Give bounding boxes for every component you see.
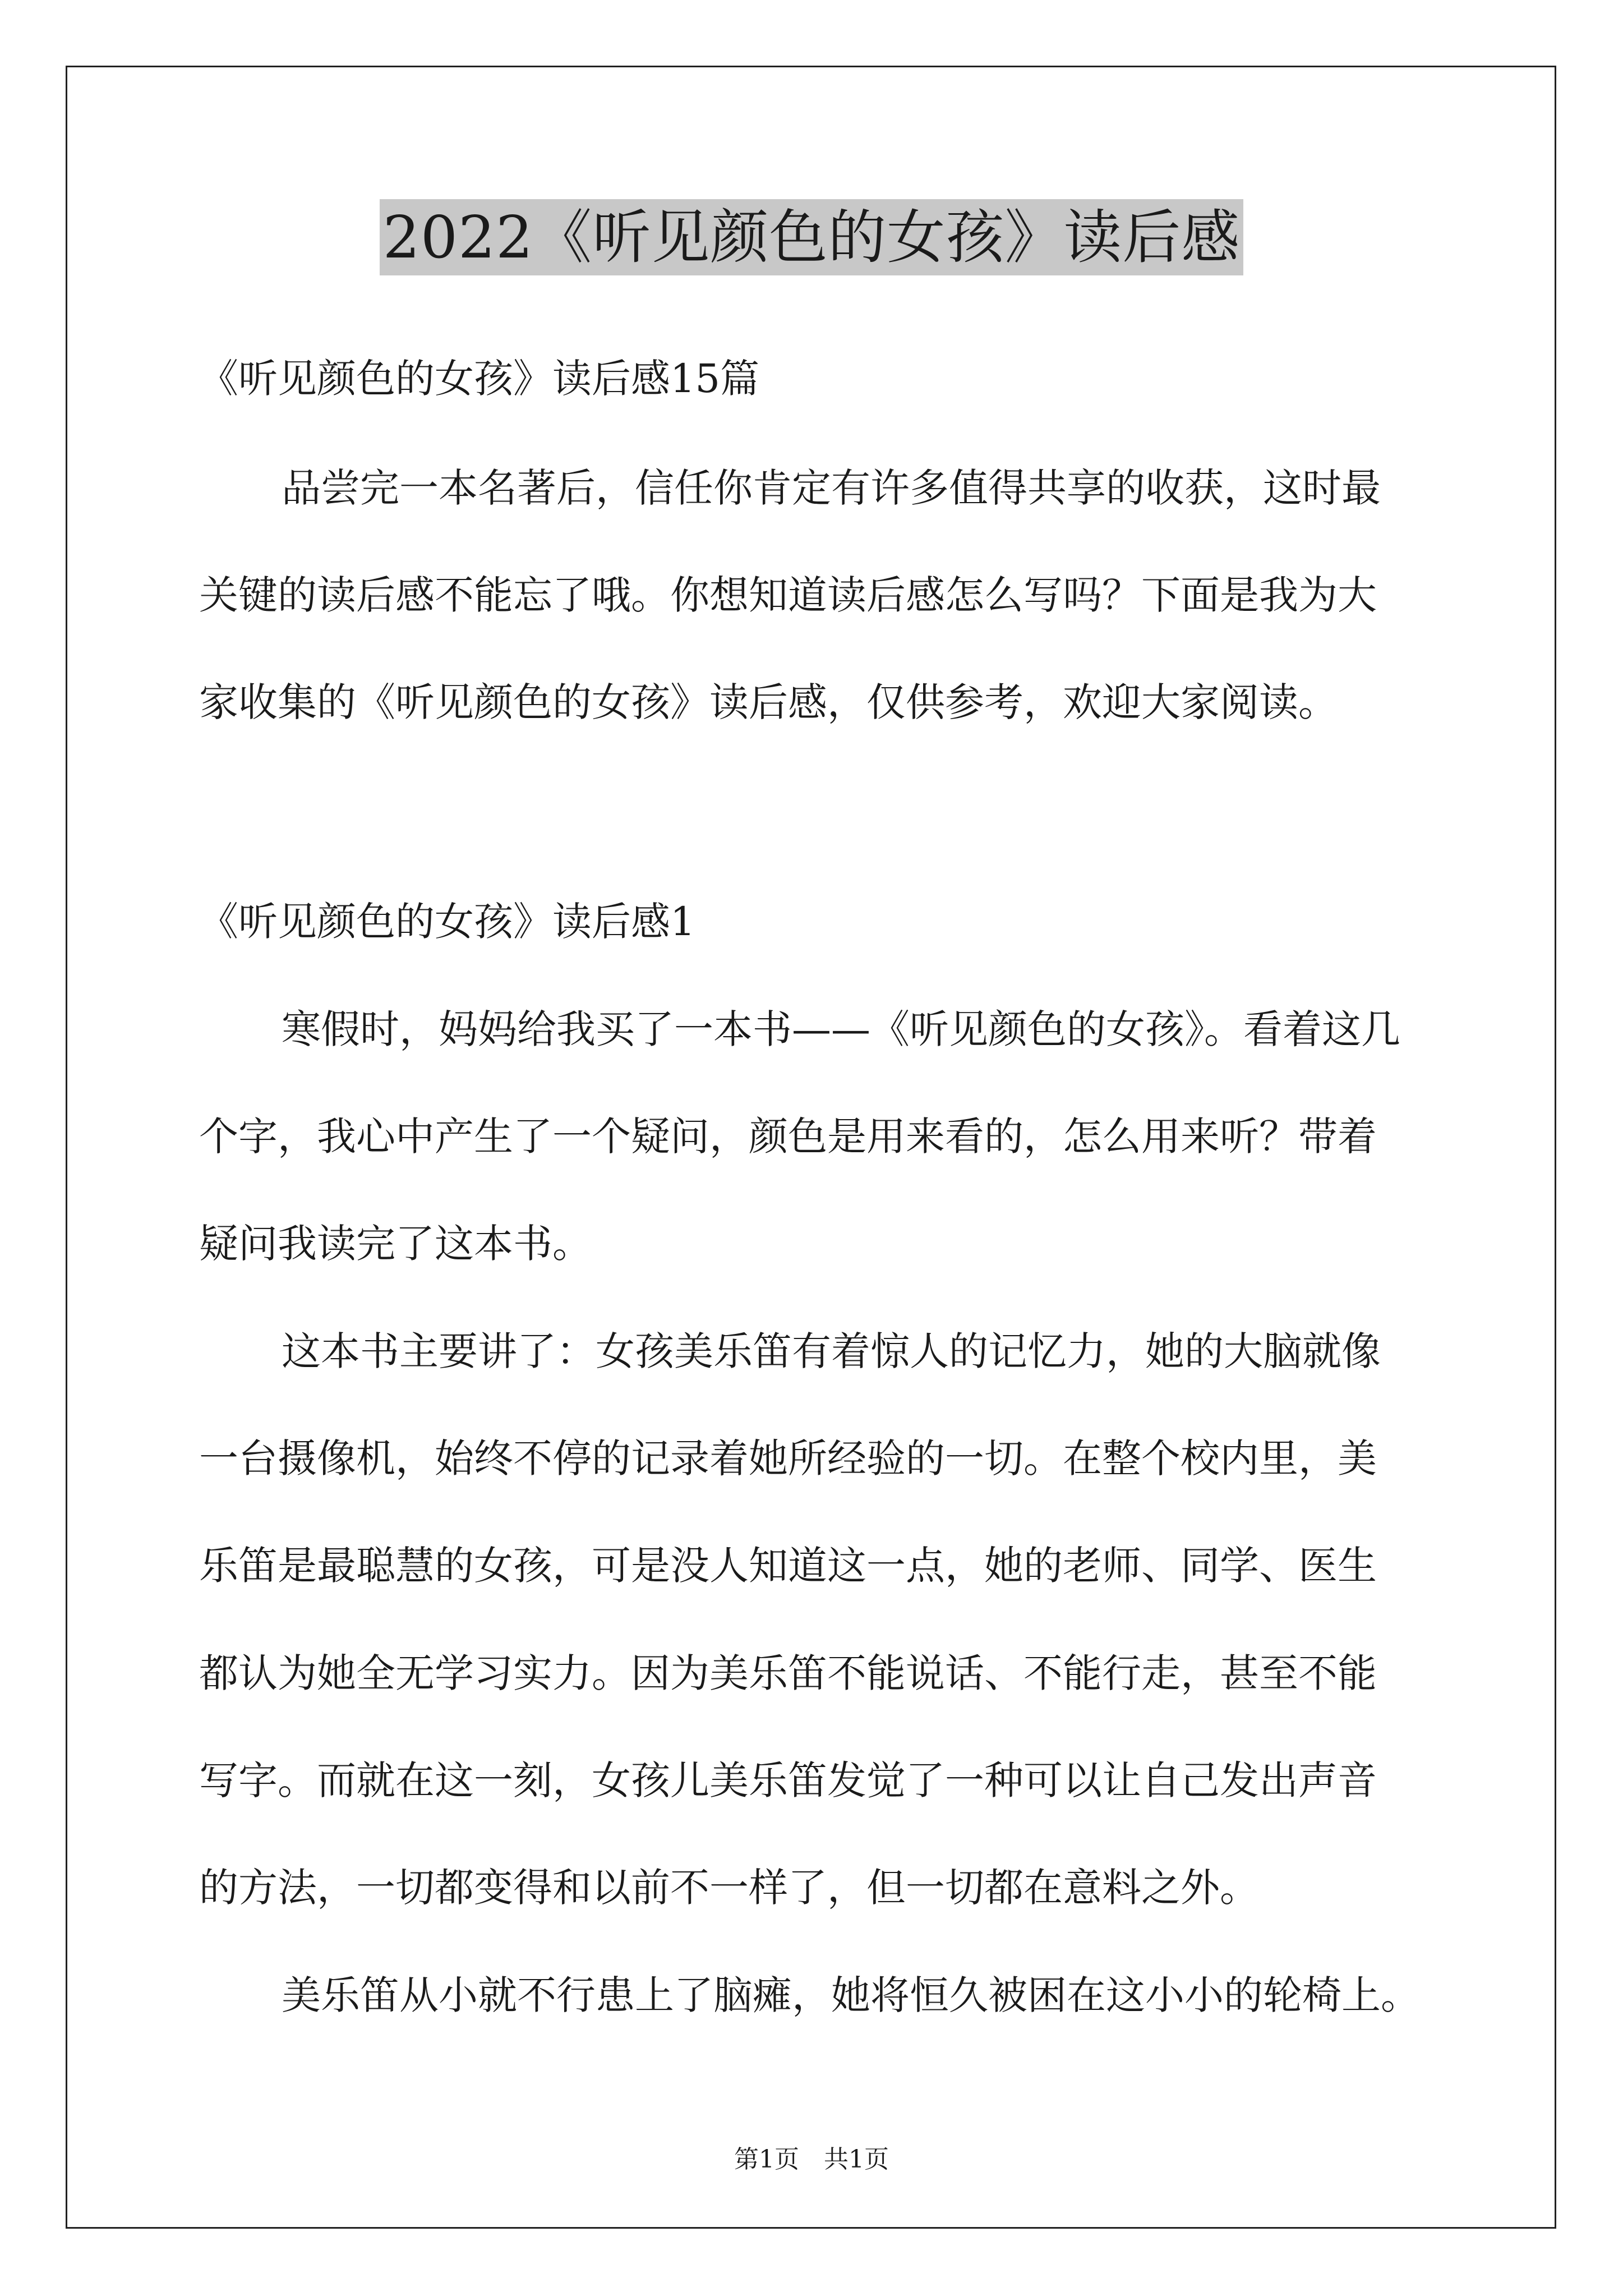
- intro-line: 关键的读后感不能忘了哦。你想知道读后感怎么写吗？下面是我为大: [199, 572, 1377, 618]
- paragraph-line: 乐笛是最聪慧的女孩，可是没人知道这一点，她的老师、同学、医生: [199, 1543, 1377, 1589]
- paragraph-line: 一台摄像机，始终不停的记录着她所经验的一切。在整个校内里，美: [199, 1435, 1377, 1481]
- section-heading: 《听见颜色的女孩》读后感1: [199, 899, 695, 945]
- paragraph-line: 疑问我读完了这本书。: [199, 1221, 592, 1267]
- page-footer: 第1页 共1页: [734, 2145, 889, 2174]
- intro-line: 品尝完一本名著后，信任你肯定有许多值得共享的收获，这时最: [282, 465, 1381, 511]
- paragraph-line: 的方法，一切都变得和以前不一样了，但一切都在意料之外。: [199, 1865, 1259, 1911]
- paragraph-line: 这本书主要讲了：女孩美乐笛有着惊人的记忆力，她的大脑就像: [282, 1328, 1381, 1374]
- subtitle: 《听见颜色的女孩》读后感15篇: [199, 356, 760, 402]
- intro-line: 家收集的《听见颜色的女孩》读后感，仅供参考，欢迎大家阅读。: [199, 679, 1338, 725]
- paragraph-line: 个字，我心中产生了一个疑问，颜色是用来看的，怎么用来听？带着: [199, 1114, 1377, 1159]
- paragraph-line: 都认为她全无学习实力。因为美乐笛不能说话、不能行走，甚至不能: [199, 1650, 1377, 1696]
- paragraph-line: 寒假时，妈妈给我买了一本书——《听见颜色的女孩》。看着这几: [282, 1006, 1400, 1052]
- paragraph-line: 写字。而就在这一刻，女孩儿美乐笛发觉了一种可以让自己发出声音: [199, 1757, 1377, 1803]
- title-container: [0, 199, 1623, 275]
- paragraph-line: 美乐笛从小就不行患上了脑瘫，她将恒久被困在这小小的轮椅上。: [282, 1972, 1420, 2018]
- document-title: 2022《听见颜色的女孩》读后感: [380, 199, 1244, 275]
